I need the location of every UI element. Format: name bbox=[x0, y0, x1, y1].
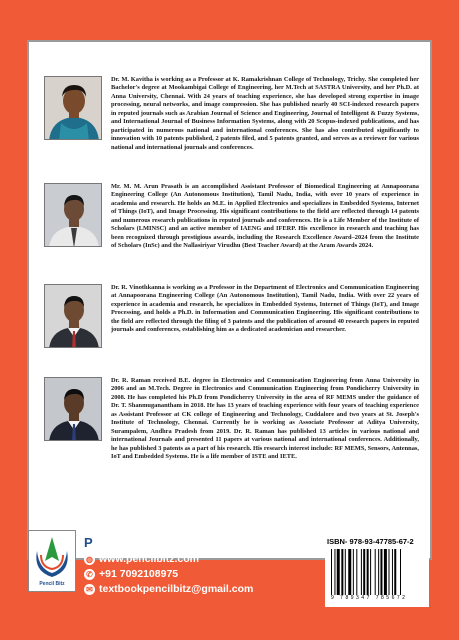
publisher-name-rest: encil Bitz bbox=[92, 535, 150, 550]
barcode-bar bbox=[345, 549, 346, 595]
barcode-bar bbox=[367, 549, 369, 595]
author-photo-vinothkanna bbox=[44, 284, 102, 348]
barcode-bar bbox=[337, 549, 340, 595]
author-photo-kavitha bbox=[44, 76, 102, 140]
mail-icon: ✉ bbox=[84, 584, 95, 595]
globe-icon: ◍ bbox=[84, 554, 95, 565]
barcode-bar bbox=[389, 549, 390, 595]
author-entry-kavitha bbox=[39, 76, 422, 176]
barcode-bar bbox=[356, 549, 357, 595]
barcode-bar bbox=[363, 549, 365, 595]
author-entry-vinothkanna bbox=[39, 284, 422, 384]
barcode-bar bbox=[375, 549, 376, 595]
author-bio-raman: Dr. R. Raman received B.E. degree in Electronics and Communication Engineering from Anna University in 2006 and an M.Tech. Degree in Electronics and Communication Engineering from Pondicherry University in 2008. He has completed his Ph.D from Pondicherry University in the area of RF MEMS under the guidance of Dr. T. Shanmuganantham in 2018. He has 13 years of teaching experience with four years of teaching experience as Assistant Professor at CK college of Engineering and Technology, Cuddalore and two years at St. Joseph's Institute of Technology, Chennai. Currently he is working as Associate Professor at Aditya University, Surampalem, Andhra Pradesh from 2019. Dr. R. Raman has published 13 articles in various national and international Journals and presented 11 papers at various national and international conferences. Additionally, he has published 3 patents as a part of his research. His research interest include: RF MEMS, Sensors, Antennas, IoT and Embedded Systems. He is a life member of ISTE and IETE. bbox=[111, 377, 419, 461]
publisher-website: www.pencilbitz.com bbox=[99, 553, 199, 565]
barcode-bar bbox=[361, 549, 362, 595]
author-entry-arun-prasath bbox=[39, 183, 422, 283]
barcode-bar bbox=[334, 549, 335, 595]
publisher-email: textbookpencilbitz@gmail.com bbox=[99, 583, 254, 595]
barcode-bar bbox=[384, 549, 387, 595]
publisher-phone-row bbox=[84, 568, 178, 580]
author-entry-raman bbox=[39, 377, 422, 477]
isbn-label: ISBN- 978-93-47785-67-2 bbox=[327, 537, 414, 546]
barcode-bar bbox=[378, 549, 379, 595]
author-bio-kavitha: Dr. M. Kavitha is working as a Professor at K. Ramakrishnan College of Technology, Trichy. She completed her Bachelor's degree at Mookambigai College of Engineering, her M.Tech at SASTRA University, and her Ph.D. at Anna University, Chennai. With 24 years of teaching experience, she has developed strong expertise in image processing, neural networks, and image compression. She has published nearly 40 SCI-indexed research papers in reputed journals such as Arabian Journal of Science and Engineering, Journal of Intelligent & Fuzzy Systems, and International Journal of Business Information Systems, along with 20 Scopus-indexed publications, and has participated in numerous national and international conferences. She has also contributed significantly to innovation with 10 patents published, 2 patents filed, and 5 patents granted, and serves as a reviewer for various national and international journals and conferences. bbox=[111, 76, 419, 151]
publisher-website-row bbox=[84, 553, 199, 565]
publisher-phone: +91 7092108975 bbox=[99, 568, 179, 580]
author-bio-arun-prasath: Mr. M. M. Arun Prasath is an accomplished Assistant Professor of Biomedical Engineering at Annapoorana Engineering College (An Autonomous Institution), Tamil Nadu, India, with over 10 years of experience in academia and research. He holds an M.E. in Applied Electronics and specializes in Embedded Systems, Internet of Things (IoT), and Image Processing. His significant contributions to the field are reflected through 14 patents and numerous research publications in reputed journals and conferences. He is a Life Member of the Institute of Scholars (LMINSC) and an active member of IAENG and IFERP. His excellence in research and teaching has been recognized through prestigious awards, including the Research Excellence Award–2024 from the Institute of Scholars (InSc) and the Nallasiriyar Virudhu (Best Teacher Award) at the Aram Awards 2024. bbox=[111, 183, 419, 250]
phone-icon: ✆ bbox=[84, 569, 95, 580]
publisher-logo bbox=[28, 530, 76, 592]
barcode-bar bbox=[341, 549, 343, 595]
barcode-bar bbox=[331, 549, 332, 595]
barcode-bar bbox=[392, 549, 393, 595]
publisher-logo-text: Pencil Bitz bbox=[39, 581, 65, 587]
barcode bbox=[331, 549, 423, 595]
author-photo-raman bbox=[44, 377, 102, 441]
isbn-barcode-box bbox=[325, 535, 429, 607]
barcode-bar bbox=[348, 549, 351, 595]
publisher-email-row bbox=[84, 583, 253, 595]
barcode-bar bbox=[370, 549, 371, 595]
barcode-bar bbox=[353, 549, 354, 595]
author-bio-panel bbox=[27, 40, 432, 560]
barcode-bar bbox=[380, 549, 382, 595]
publisher-name-initial: P bbox=[84, 535, 93, 550]
barcode-bar bbox=[400, 549, 401, 595]
author-bio-vinothkanna: Dr. R. Vinothkanna is working as a Professor in the Department of Electronics and Communication Engineering at Annapoorana Engineering College (An Autonomous Institution), Tamil Nadu, India. With over 22 years of experience in academia and research, he specializes in Embedded Systems, Internet of Things (IoT), and Image Processing, and holds a Ph.D. in Information and Communication Engineering. His significant contributions to the field are reflected through the filing of 3 patents and the publication of around 40 research papers in reputed journals and conferences, establishing him as a dedicated academician and researcher. bbox=[111, 284, 419, 334]
author-photo-arun-prasath bbox=[44, 183, 102, 247]
barcode-bar bbox=[394, 549, 396, 595]
publisher-name bbox=[84, 535, 150, 550]
barcode-digits: 9 789347 785672 bbox=[331, 595, 408, 601]
